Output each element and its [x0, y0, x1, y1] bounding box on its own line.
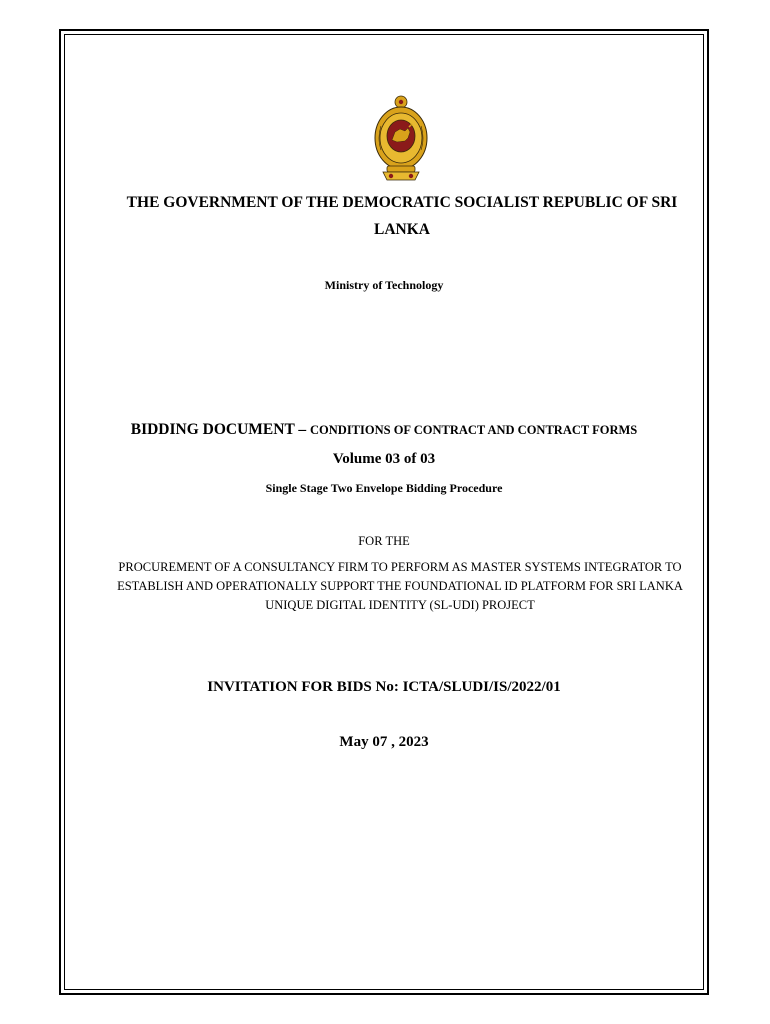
- document-date: May 07 , 2023: [339, 734, 429, 750]
- bidding-document-prefix: BIDDING DOCUMENT –: [130, 421, 307, 438]
- sri-lanka-national-emblem-icon: [373, 94, 429, 182]
- bidding-procedure: Single Stage Two Envelope Bidding Procedure: [265, 481, 503, 495]
- for-the-label: FOR THE: [358, 534, 410, 548]
- procurement-description: PROCUREMENT OF A CONSULTANCY FIRM TO PERFORM AS MASTER SYSTEMS INTEGRATOR TO ESTABLISH AND OPERATIONALLY SUPPORT THE FOUNDATIONAL ID PLATFORM FOR SRI LANKA UNIQUE DIGITAL IDENTITY (SL-UDI) PROJECT: [117, 560, 683, 612]
- bidding-document-heading: [64, 421, 704, 439]
- volume-label: Volume 03 of 03: [332, 451, 436, 467]
- bidding-document-subtitle: CONDITIONS OF CONTRACT AND CONTRACT FORMS: [310, 423, 638, 437]
- invitation-for-bids-number: INVITATION FOR BIDS No: ICTA/SLUDI/IS/2022/01: [207, 679, 561, 695]
- government-title: THE GOVERNMENT OF THE DEMOCRATIC SOCIALIST REPUBLIC OF SRI LANKA: [126, 194, 678, 238]
- ministry-name: Ministry of Technology: [324, 278, 444, 292]
